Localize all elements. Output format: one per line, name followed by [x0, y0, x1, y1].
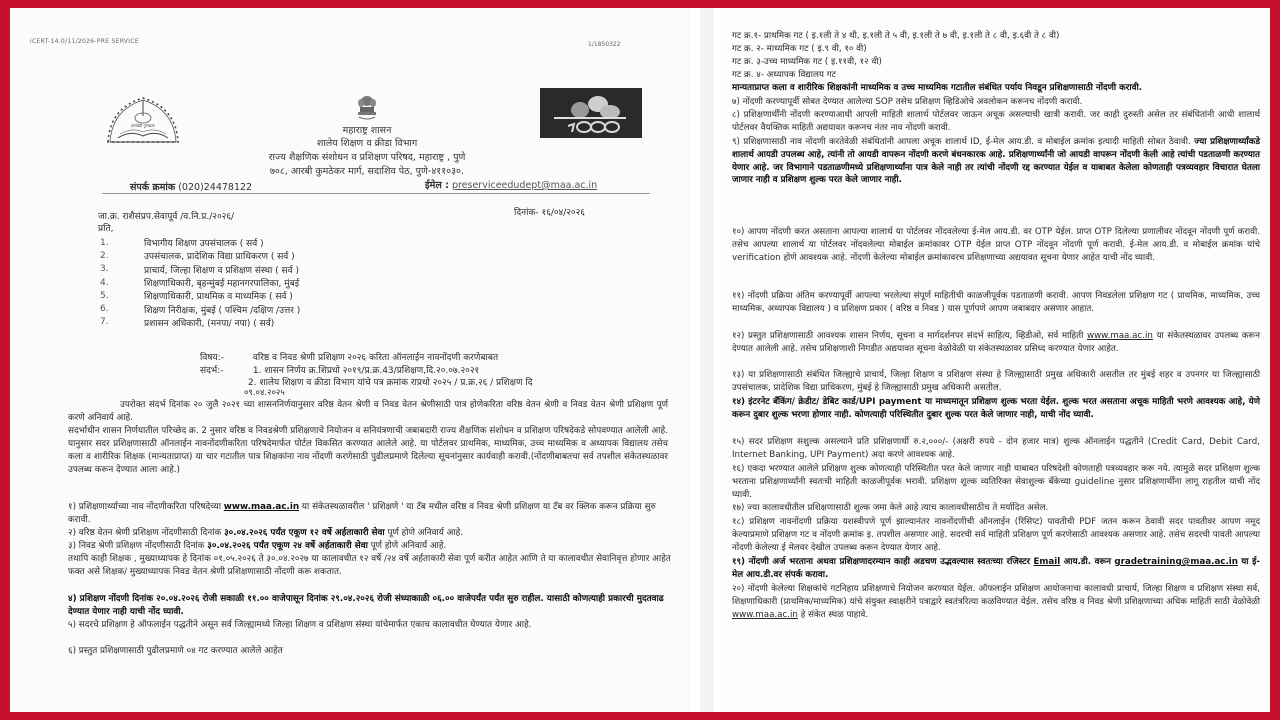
header-divider: [102, 193, 650, 194]
recipient-item: [100, 302, 300, 315]
reference-code: iCERT-14.0/11/2026-PRE SERVICE: [30, 38, 139, 45]
recipient-item: [100, 316, 300, 329]
instruction-12: [732, 330, 1260, 356]
instruction-19-text: १९) नोंदणी अर्ज भरताना अथवा प्रशिक्षणादरम्यान काही अडचण उद्भवल्यास स्वतःच्या रजिस्टर: [732, 557, 1031, 567]
instruction-2: [68, 527, 674, 540]
instruction-19-mid: आय.डी. वरून: [1063, 557, 1112, 567]
recipient-num: 1.: [100, 237, 109, 248]
logo-caption: ज्ञानदेवी गुणक्रमः: [131, 123, 155, 128]
paragraph-2: सदर्भाधीन शासन निर्णयातील परिच्छेद क्र. 2 नुसार वरिष्ठ व निवडश्रेणी प्रशिक्षणाचे नियोजन व सनियंत्रणाची जबाबदारी राज्य शैक्षणिक संशोधन व प्रशिक्षण परिषदेकडे सोपवण्यात आलेली आहे. यानुसार सदर प्रशिक्षणासाठी ऑनलाईन नावनोंदणीकरिता परिषदेमार्फत पोर्टल विकसित करण्यात आलेले आहे. या पोर्टलवर प्राथमिक, माध्यमिक, उच्च माध्यमिक व अध्यापक विद्यालय तसेच कला व शारीरिक शिक्षक (मान्यताप्राप्त) या चार गटातील पात्र शिक्षकांना नाव नोंदणी करणेसाठी पुढीलप्रमाणे दिलेल्या सूचनांनुसार कार्यवाही करावी.(नोंदणीबाबतचा सर्व तपशील संकेतस्थळावर उपलब्ध करून देण्यात आला आहे.): [68, 426, 668, 475]
instruction-12-text: १२) प्रस्तुत प्रशिक्षणासाठी आवश्यक शासन निर्णय, सूचना व मार्गदर्शनपर संदर्भ साहित्य, व्हिडीओ, सर्व माहिती: [732, 331, 1084, 341]
recipient-num: 5.: [100, 290, 109, 301]
group-3: गट क्र. ३-उच्च माध्यमिक गट ( इ.११वी, १२ वी): [732, 57, 882, 67]
instruction-6: ६) प्रस्तुत प्रशिक्षणासाठी पुढीलप्रमाणे ०४ गट करण्यात आलेले आहेत: [68, 646, 283, 656]
reference-1: 1. शासन निर्णय क्र.शिप्रधो २०१९/प्र.क्र.43/प्रशिक्षण,दि.२०.०७.२०२१: [252, 366, 480, 376]
contact-value: (020)24478122: [178, 182, 253, 193]
reference-2-date: ०९.०४.२०२५: [244, 388, 285, 398]
page-gap: [700, 8, 714, 712]
instruction-2-text-end: पूर्ण होणे अनिवार्य आहे.: [387, 528, 464, 538]
instruction-4-num: ४): [68, 594, 77, 604]
instruction-10: १०) आपण नोंदणी करत असताना आपल्या शालार्थ या पोर्टलवर नोंदवलेल्या ई-मेल आय.डी. वर OTP येईल. प्राप्त OTP दिलेल्या प्रणालीवर नोंदवून नोंदणी पूर्ण करावी. तसेच आपल्या शालार्थ या पोर्टलवर नोंदवलेल्या मोबाईल क्रमांकावर OTP येईल प्राप्त OTP नोंदवून नोंदणी पूर्ण करावी. ई-मेल आय.डी. व मोबाईल क्रमांक यांचे verification होणे आवश्यक आहे. नोंदणी केलेल्या मोबाईल क्रमांकावरच प्रशिक्षणाच्या अद्ययावत सूचना येणार आहेत याची नोंद घ्यावी.: [732, 227, 1260, 263]
instruction-20-text: २०) नोंदणी केलेल्या शिक्षकांचे गटनिहाय प्रशिक्षणाचे नियोजन करण्यात येईल. ऑफलाईन प्रशिक्षण आयोजनाचा कालावधी प्राचार्य, जिल्हा शिक्षण व प्रशिक्षण संस्था सर्व, शिक्षणाधिकारी (प्राथमिक/माध्यमिक) यांचे संयुक्त स्वाक्षरीने पत्राद्वारे स्वतंत्ररित्या कळविण्यात येईल. तसेच वरिष्ठ व निवड श्रेणी प्रशिक्षणाच्या अधिक माहिती साठी वेळोवेळी: [732, 584, 1260, 607]
instruction-18: १८) प्रशिक्षण नावनोंदणी प्रक्रिया यशस्वीपणे पूर्ण झाल्यानंतर नावनोंदणीची ऑनलाईन (रिसिप्ट) पावतीची PDF जतन करून ठेवावी सदर पावतीवर आपण नमूद केल्याप्रमाणे प्रशिक्षण गट व नोंदणी क्रमांक इ. तपशील असणार आहे. सदरची सर्व माहिती प्रशिक्षण पूर्ण करणेसाठी आवश्यक असणार आहे. तसेच सदरची पावती आपल्या नोंदणी केलेल्या ई मेलवर देखील उपलब्ध करून देण्यात येणार आहे.: [732, 517, 1260, 553]
recipient-text: शिक्षणाधिकारी, बृहन्मुंबई महानगरपालिका, मुंबई: [144, 279, 300, 290]
group-1: गट क्र.१- प्राथमिक गट ( इ.१ली ते ४ थी, इ.१ली ते ५ वी, इ.१ली ते ७ वी, इ.१ली ते ८ वी, इ.६वी ते ८ वी): [732, 31, 1060, 41]
recipient-item: [100, 263, 300, 276]
instruction-5: ५) सदरचे प्रशिक्षण हे ऑफलाईन पद्धतीने असून सर्व जिल्ह्यामध्ये जिल्हा शिक्षण व प्रशिक्षण संस्था यांचेमार्फत एकाच कालावधीत घेण्यात येणार आहे.: [68, 620, 532, 630]
recipient-text: शिक्षण निरीक्षक, मुंबई ( पश्चिम /दक्षिण /उत्तर ): [144, 305, 301, 316]
instruction-3-text: ३) निवड श्रेणी प्रशिक्षण नोंदणीसाठी दिनांक: [68, 541, 205, 551]
references-label: संदर्भ:-: [200, 366, 224, 376]
recipient-item: [100, 276, 300, 289]
recipient-text: उपसंचालक, प्रादेशिक विद्या प्राधिकरण ( सर्व ): [144, 252, 295, 263]
recipient-text: विभागीय शिक्षण उपसंचालक ( सर्व ): [144, 239, 264, 250]
reference-number: 1/1850322: [588, 41, 621, 48]
support-email-link[interactable]: gradetraining@maa.ac.in: [1114, 557, 1238, 567]
subject-text: वरिष्ठ व निवड श्रेणी प्रशिक्षण २०२६ करिता ऑनलाईन नावनोंदणी करणेबाबत: [252, 353, 499, 363]
header-department: शालेय शिक्षण व क्रीडा विभाग: [316, 138, 418, 149]
header-council: राज्य शैक्षणिक संशोधन व प्रशिक्षण परिषद, महाराष्ट्र , पुणे: [268, 152, 466, 163]
email-link[interactable]: preserviceedudept@maa.ac.in: [451, 180, 598, 191]
recipient-text: शिक्षणाधिकारी, प्राथमिक व माध्यमिक ( सर्व ): [144, 292, 293, 303]
instruction-3-text-end: पूर्ण होणे अनिवार्य आहे.: [370, 541, 447, 551]
instruction-2-text: २) वरिष्ठ वेतन श्रेणी प्रशिक्षण नोंदणीसाठी दिनांक: [68, 528, 222, 538]
salutation-to: प्रति,: [98, 224, 114, 234]
instruction-4: [68, 593, 674, 618]
instruction-20: [732, 583, 1260, 621]
website-link[interactable]: www.maa.ac.in: [223, 502, 300, 512]
groups-note: मान्यताप्राप्त कला व शारीरिक शिक्षकांनी माध्यमिक व उच्च माध्यमिक गटातील संबंधित पर्याय निवडून प्रशिक्षणासाठी नोंदणी करावी.: [732, 83, 1142, 93]
instruction-8: ८) प्रशिक्षणार्थींनी नोंदणी करण्याआधी आपली माहिती शालार्थ पोर्टलवर जाऊन अचूक असल्याची खात्री करावी. जर काही दुरुस्ती असेल तर संबंधितांनी आधी शालार्थ पोर्टलवर वैयक्तिक माहिती अद्ययावत करूनच नंतर नाव नोंदणी करावी.: [732, 110, 1260, 133]
document-frame: [10, 8, 1270, 712]
email-label: ईमेल :: [425, 180, 449, 191]
instruction-1-text: १) प्रशिक्षणार्थ्याच्या नाव नोंदणीकरिता परिषदेच्या: [68, 502, 221, 512]
letter-page-2: [722, 8, 1270, 712]
letter-page-1: [10, 8, 690, 712]
instruction-2-highlight: ३०.०४.२०२६ पर्यंत एकूण १२ वर्षे अर्हताकारी सेवा: [224, 528, 385, 538]
instruction-16: १६) एकदा भरण्यात आलेले प्रशिक्षण शुल्क कोणत्याही परिस्थितीत परत केले जाणार नाही याबाबत परिषदेशी कोणताही पत्रव्यवहार करू नये. त्यामुळे सदर प्रशिक्षण शुल्क भरताना प्रशिक्षणार्थ्यांनी स्वतःची माहिती काळजीपूर्वक भरावी. प्रशिक्षण शुल्क व्यतिरिक्त सेवाशुल्क बँकेच्या guideline नुसार प्रशिक्षणार्थींना लागू राहतील याची नोंद घ्यावी.: [732, 464, 1260, 500]
instruction-4-text: प्रशिक्षण नोंदणी दिनांक २०.०४.२०२६ रोजी सकाळी ११.०० वाजेपासून दिनांक २९.०४.२०२६ रोजी संध्याकाळी ०६.०० वाजेपर्यंत पर्यंत सुरु राहील. यासाठी कोणत्याही प्रकारची मुदतवाढ देण्यात येणार नाही याची नोंद घ्यावी.: [68, 594, 664, 617]
recipient-num: 6.: [100, 304, 109, 315]
instruction-15: १५) सदर प्रशिक्षण सशुल्क असल्याने प्रति प्रशिक्षणार्थी रु.२,०००/- (अक्षरी रुपये - दोन हजार मात्र) शुल्क ऑनलाईन पद्धतीने (Credit Card, Debit Card, Internet Banking, UPI Payment) अदा करणे आवश्यक आहे.: [732, 437, 1260, 460]
subject-label: विषय:-: [200, 353, 225, 363]
subject-line: [200, 350, 498, 363]
website-link[interactable]: www.maa.ac.in: [1086, 331, 1153, 341]
recipient-item: [100, 236, 300, 249]
instruction-14: १४) इंटरनेट बँकिंग/ क्रेडीट/ डेबिट कार्ड/UPI payment या माध्यमातून प्रशिक्षण शुल्क भरता येईल. शुल्क भरत असताना अचूक माहिती भरणे आवश्यक आहे, येणे करून दुबार शुल्क भरणा होणार नाही. कोणत्याही परिस्थितीत दुबार शुल्क परत केले जाणार नाही, याची नोंद घ्यावी.: [732, 397, 1260, 420]
state-emblem-icon: [355, 94, 379, 122]
group-2: गट क्र. २- माध्यमिक गट ( इ.९ वी, १० वी): [732, 44, 867, 54]
instruction-19: [732, 556, 1260, 582]
instruction-11: ११) नोंदणी प्रक्रिया अंतिम करण्यापूर्वी आपल्या भरलेल्या संपूर्ण माहितीची काळजीपूर्वक पडताळणी करावी. आपण निवडलेला प्रशिक्षण गट ( प्राथमिक, माध्यमिक, उच्च माध्यमिक, अध्यापक विद्यालय ) व प्रशिक्षण प्रकार ( वरिष्ठ व निवड ) यास पूर्णपणे आपण जबाबदार असणार आहात.: [732, 291, 1260, 314]
group-4: गट क्र. ४- अध्यापक विद्यालय गट: [732, 70, 836, 80]
instruction-1: [68, 501, 674, 526]
recipient-num: 7.: [100, 317, 109, 328]
instruction-12-text-end: या संकेतस्थळावर उपलब्ध करून देण्यात आलेली आहे. तसेच प्रशिक्षणाशी निगडीत अद्ययावत सूचना वेळोवेळी या संकेतस्थळावर प्रसिध्द करण्यात येणार आहेत.: [732, 331, 1260, 354]
contact-number: [130, 180, 252, 193]
website-link[interactable]: www.maa.ac.in: [732, 609, 798, 620]
recipient-list: [100, 236, 300, 329]
instruction-19-text-end: या ई- मेल आय.डी.वर संपर्क करावा.: [732, 557, 1261, 580]
instruction-3-highlight: ३०.०४.२०२६ पर्यंत एकूण २४ वर्षे अर्हताकारी सेवा: [207, 541, 368, 551]
instruction-9-highlight: ज्या प्रशिक्षणार्थ्यांकडे शालार्थ आयडी उपलब्ध आहे, त्यांनी तो आयडी वापरून नोंदणी करणे बंधनकारक आहे. प्रशिक्षणार्थ्यांनी जो आयडी वापरून नोंदणी केली आहे त्यांची पडताळणी करण्यात येणार आहे. जर विभागाने पडताळणीमध्ये प्रशिक्षणार्थ्यांना पात्र केले नाही तर त्यांची नोंदणी रद्द करण्यात येईल व याबाबत केलेला कोणताही पत्रव्यवहार विचारात घेतला जाणार नाही व प्रशिक्षण शुल्क परत केले जाणार नाही.: [732, 137, 1260, 186]
paragraph-1: उपरोक्त संदर्भ दिनांक २० जुलै २०२१ च्या शासननिर्णयानुसार वरिष्ठ वेतन श्रेणी व निवड वेतन श्रेणीसाठी पात्र होणेकरिता वरिष्ठ वेतन श्रेणी व निवड वेतन श्रेणी प्रशिक्षण पूर्ण करणे अनिवार्य आहे.: [68, 400, 668, 423]
recipient-num: 2.: [100, 250, 109, 261]
instruction-9-text: ९) प्रशिक्षणासाठी नाव नोंदणी करतेवेळी संबंधितांनी आपला अचूक शालार्थ ID, ई-मेल आय.डी. व मोबाईल क्रमांक इत्यादी माहिती सोबत ठेवावी.: [732, 137, 1191, 147]
recipient-text: प्राचार्य, जिल्हा शिक्षण व प्रशिक्षण संस्था ( सर्व ): [144, 265, 300, 276]
header-govt: महाराष्ट्र शासन: [342, 125, 392, 136]
instruction-3-note: तथापि काही शिक्षक , मुख्याध्यापक हे दिनांक ०१.०५.२०२६ ते ३०.०४.२०२७ या कालावधीत १२ वर्षे /२४ वर्षे अर्हताकारी सेवा पूर्ण करीत आहेत आणि ते या कालावधीत सेवानिवृत्त होणार आहेत फक्त असे शिक्षक/ मुख्याध्यापक निवड वेतन श्रेणी प्रशिक्षणासाठी नोंदणी करू शकतात.: [68, 554, 671, 577]
instruction-20-text-end: हे संकेत स्थळ पाहावे.: [800, 609, 869, 620]
instruction-9: [732, 136, 1260, 187]
recipient-text: प्रशासन अधिकारी, (मनपा/ नपा) ( सर्व): [144, 318, 275, 329]
reference-2: 2. शालेय शिक्षण व क्रीडा विभाग यांचे पत्र क्रमांक राप्रधो २०२५ / प्र.क्र.२६ / प्रशिक्षण दि: [248, 378, 533, 388]
instruction-1-text-end: या संकेतस्थळावरील ' प्रशिक्षणे ' या टॅब मधील वरिष्ठ व निवड श्रेणी प्रशिक्षण या टॅब वर क्लिक करून प्रक्रिया सुरु करावी.: [68, 502, 656, 525]
recipient-item: [100, 289, 300, 302]
recipient-num: 3.: [100, 264, 109, 275]
instruction-3: [68, 540, 674, 553]
recipient-num: 4.: [100, 277, 109, 288]
outward-number: जा.क्र. राशैसंप्रप.सेवापूर्व /व.नि.प्र./२०२६/: [98, 212, 235, 222]
letter-date: दिनांक- १६/०४/२०२६: [514, 208, 585, 218]
instruction-7: ७) नोंदणी करण्यापूर्वी सोबत देण्यात आलेल्या SOP तसेच प्रशिक्षण व्हिडिओचे अवलोकन करूनच नोंदणी करावी.: [732, 97, 1083, 107]
contact-label: संपर्क क्रमांक: [130, 182, 176, 193]
instruction-17: १७) ज्या कालावधीतील प्रशिक्षणासाठी शुल्क जमा केले आहे त्याच कालावधीसाठीच ते मर्यादित असेल.: [732, 503, 1049, 513]
instruction-19-email-word: Email: [1033, 557, 1061, 567]
recipient-item: [100, 249, 300, 262]
email-line: [425, 178, 597, 191]
header-address: ७०८, आरबी कुमठेकर मार्ग, सदाशिव पेठ, पुणे-४११०३०.: [269, 166, 465, 177]
instruction-13: १३) या प्रशिक्षणासाठी संबंधित जिल्ह्याचे प्राचार्य, जिल्हा शिक्षण व प्रशिक्षण संस्था हे जिल्ह्यासाठी प्रमुख अधिकारी असतील तर मुंबई शहर व उपनगर या जिल्ह्यासाठी उपसंचालक, प्रादेशिक विद्या प्राधिकरण, मुंबई हे जिल्ह्यासाठी प्रमुख अधिकारी असतील.: [732, 370, 1260, 393]
